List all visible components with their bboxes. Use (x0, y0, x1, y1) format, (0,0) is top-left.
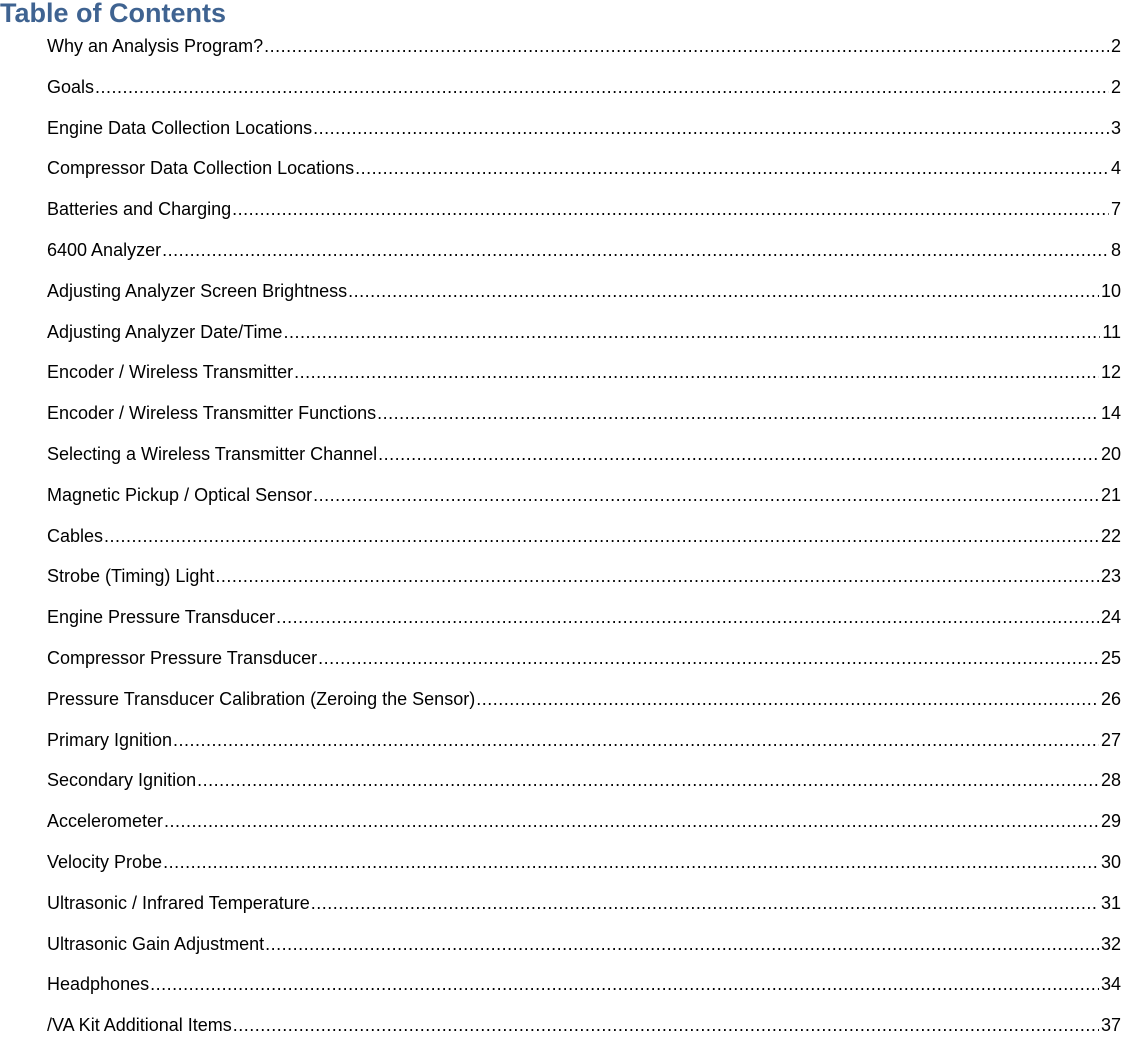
toc-entry[interactable] (47, 766, 1121, 807)
toc-entry-page-number[interactable]: 29 (1100, 811, 1121, 832)
dot-leader (95, 73, 1109, 101)
toc-entry-page-number[interactable]: 32 (1100, 933, 1121, 954)
toc-entry-page-number[interactable]: 21 (1100, 484, 1121, 505)
toc-entry-title[interactable]: Engine Pressure Transducer (47, 607, 276, 628)
dot-leader (104, 522, 1099, 550)
dot-leader (276, 603, 1099, 631)
dot-leader (311, 889, 1099, 917)
dot-leader (283, 318, 1100, 346)
toc-entry[interactable] (47, 562, 1121, 603)
dot-leader (163, 848, 1099, 876)
toc-entry-title[interactable]: Adjusting Analyzer Screen Brightness (47, 280, 348, 301)
toc-entry-page-number[interactable]: 14 (1100, 403, 1121, 424)
toc-entry-title[interactable]: Cables (47, 525, 104, 546)
dot-leader (313, 114, 1109, 142)
toc-entry-page-number[interactable]: 3 (1110, 117, 1121, 138)
toc-entry[interactable] (47, 358, 1121, 399)
toc-entry-page-number[interactable]: 27 (1100, 729, 1121, 750)
toc-entry-title[interactable]: Velocity Probe (47, 851, 163, 872)
toc-entry-page-number[interactable]: 28 (1100, 770, 1121, 791)
toc-entry-title[interactable]: Selecting a Wireless Transmitter Channel (47, 443, 378, 464)
dot-leader (162, 236, 1109, 264)
toc-entry[interactable] (47, 399, 1121, 440)
toc-entry-title[interactable]: Encoder / Wireless Transmitter (47, 362, 294, 383)
dot-leader (377, 399, 1099, 427)
toc-entry-title[interactable]: Headphones (47, 974, 150, 995)
toc-entry-title[interactable]: Adjusting Analyzer Date/Time (47, 321, 283, 342)
toc-entry-page-number[interactable]: 8 (1110, 239, 1121, 260)
toc-entry-page-number[interactable]: 7 (1110, 199, 1121, 220)
toc-entry[interactable] (47, 481, 1121, 522)
toc-entry-page-number[interactable]: 23 (1100, 566, 1121, 587)
toc-entry[interactable] (47, 522, 1121, 563)
toc-entry[interactable] (47, 195, 1121, 236)
toc-title: Table of Contents (0, 0, 226, 28)
toc-entry-page-number[interactable]: 2 (1110, 76, 1121, 97)
toc-entry[interactable] (47, 114, 1121, 155)
toc-entry-title[interactable]: Magnetic Pickup / Optical Sensor (47, 484, 313, 505)
toc-entry-page-number[interactable]: 2 (1110, 36, 1121, 56)
toc-entry-page-number[interactable]: 30 (1100, 851, 1121, 872)
toc-entry-title[interactable]: Strobe (Timing) Light (47, 566, 215, 587)
toc-entry-title[interactable]: Why an Analysis Program? (47, 36, 264, 56)
toc-entry[interactable] (47, 685, 1121, 726)
dot-leader (197, 766, 1099, 794)
dot-leader (232, 195, 1109, 223)
toc-entry-page-number[interactable]: 12 (1100, 362, 1121, 383)
dot-leader (215, 562, 1099, 590)
toc-entry-page-number[interactable]: 4 (1110, 158, 1121, 179)
dot-leader (264, 32, 1109, 60)
toc-entry-title[interactable]: Primary Ignition (47, 729, 173, 750)
toc-entry-title[interactable]: Ultrasonic Gain Adjustment (47, 933, 265, 954)
toc-entry-page-number[interactable]: 25 (1100, 647, 1121, 668)
dot-leader (313, 481, 1099, 509)
toc-entry-title[interactable]: 6400 Analyzer (47, 239, 162, 260)
dot-leader (355, 154, 1109, 182)
toc-entry[interactable] (47, 807, 1121, 848)
toc-entry-title[interactable]: Pressure Transducer Calibration (Zeroing the Sensor) (47, 688, 476, 709)
toc-entry[interactable] (47, 32, 1121, 73)
dot-leader (378, 440, 1099, 468)
dot-leader (150, 970, 1099, 998)
dot-leader (233, 1011, 1099, 1039)
toc-entry-title[interactable]: Compressor Pressure Transducer (47, 647, 318, 668)
toc-list (47, 32, 1121, 1052)
toc-entry[interactable] (47, 603, 1121, 644)
toc-entry[interactable] (47, 277, 1121, 318)
toc-entry-title[interactable]: Engine Data Collection Locations (47, 117, 313, 138)
dot-leader (348, 277, 1099, 305)
toc-entry-title[interactable]: Goals (47, 76, 95, 97)
toc-entry[interactable] (47, 726, 1121, 767)
toc-entry-page-number[interactable]: 20 (1100, 443, 1121, 464)
toc-entry[interactable] (47, 73, 1121, 114)
toc-entry-page-number[interactable]: 24 (1100, 607, 1121, 628)
dot-leader (164, 807, 1099, 835)
toc-entry-title[interactable]: Encoder / Wireless Transmitter Functions (47, 403, 377, 424)
toc-entry-page-number[interactable]: 26 (1100, 688, 1121, 709)
dot-leader (476, 685, 1099, 713)
toc-entry[interactable] (47, 970, 1121, 1011)
toc-entry-title[interactable]: Accelerometer (47, 811, 164, 832)
toc-entry[interactable] (47, 1011, 1121, 1052)
toc-entry-title[interactable]: Compressor Data Collection Locations (47, 158, 355, 179)
dot-leader (294, 358, 1099, 386)
toc-entry-page-number[interactable]: 31 (1100, 892, 1121, 913)
toc-entry[interactable] (47, 889, 1121, 930)
toc-entry-page-number[interactable]: 37 (1100, 1015, 1121, 1036)
toc-entry[interactable] (47, 236, 1121, 277)
toc-entry[interactable] (47, 440, 1121, 481)
dot-leader (318, 644, 1099, 672)
toc-entry-page-number[interactable]: 34 (1100, 974, 1121, 995)
toc-entry-title[interactable]: /VA Kit Additional Items (47, 1015, 232, 1036)
toc-entry[interactable] (47, 644, 1121, 685)
toc-entry-page-number[interactable]: 10 (1100, 280, 1121, 301)
toc-entry[interactable] (47, 848, 1121, 889)
toc-entry-title[interactable]: Secondary Ignition (47, 770, 197, 791)
toc-entry-page-number[interactable]: 22 (1100, 525, 1121, 546)
toc-entry-page-number[interactable]: 11 (1102, 321, 1121, 342)
toc-entry[interactable] (47, 154, 1121, 195)
dot-leader (265, 930, 1099, 958)
toc-entry-title[interactable]: Ultrasonic / Infrared Temperature (47, 892, 310, 913)
toc-entry-title[interactable]: Batteries and Charging (47, 199, 232, 220)
dot-leader (173, 726, 1099, 754)
toc-entry[interactable] (47, 318, 1121, 359)
toc-entry[interactable] (47, 930, 1121, 971)
